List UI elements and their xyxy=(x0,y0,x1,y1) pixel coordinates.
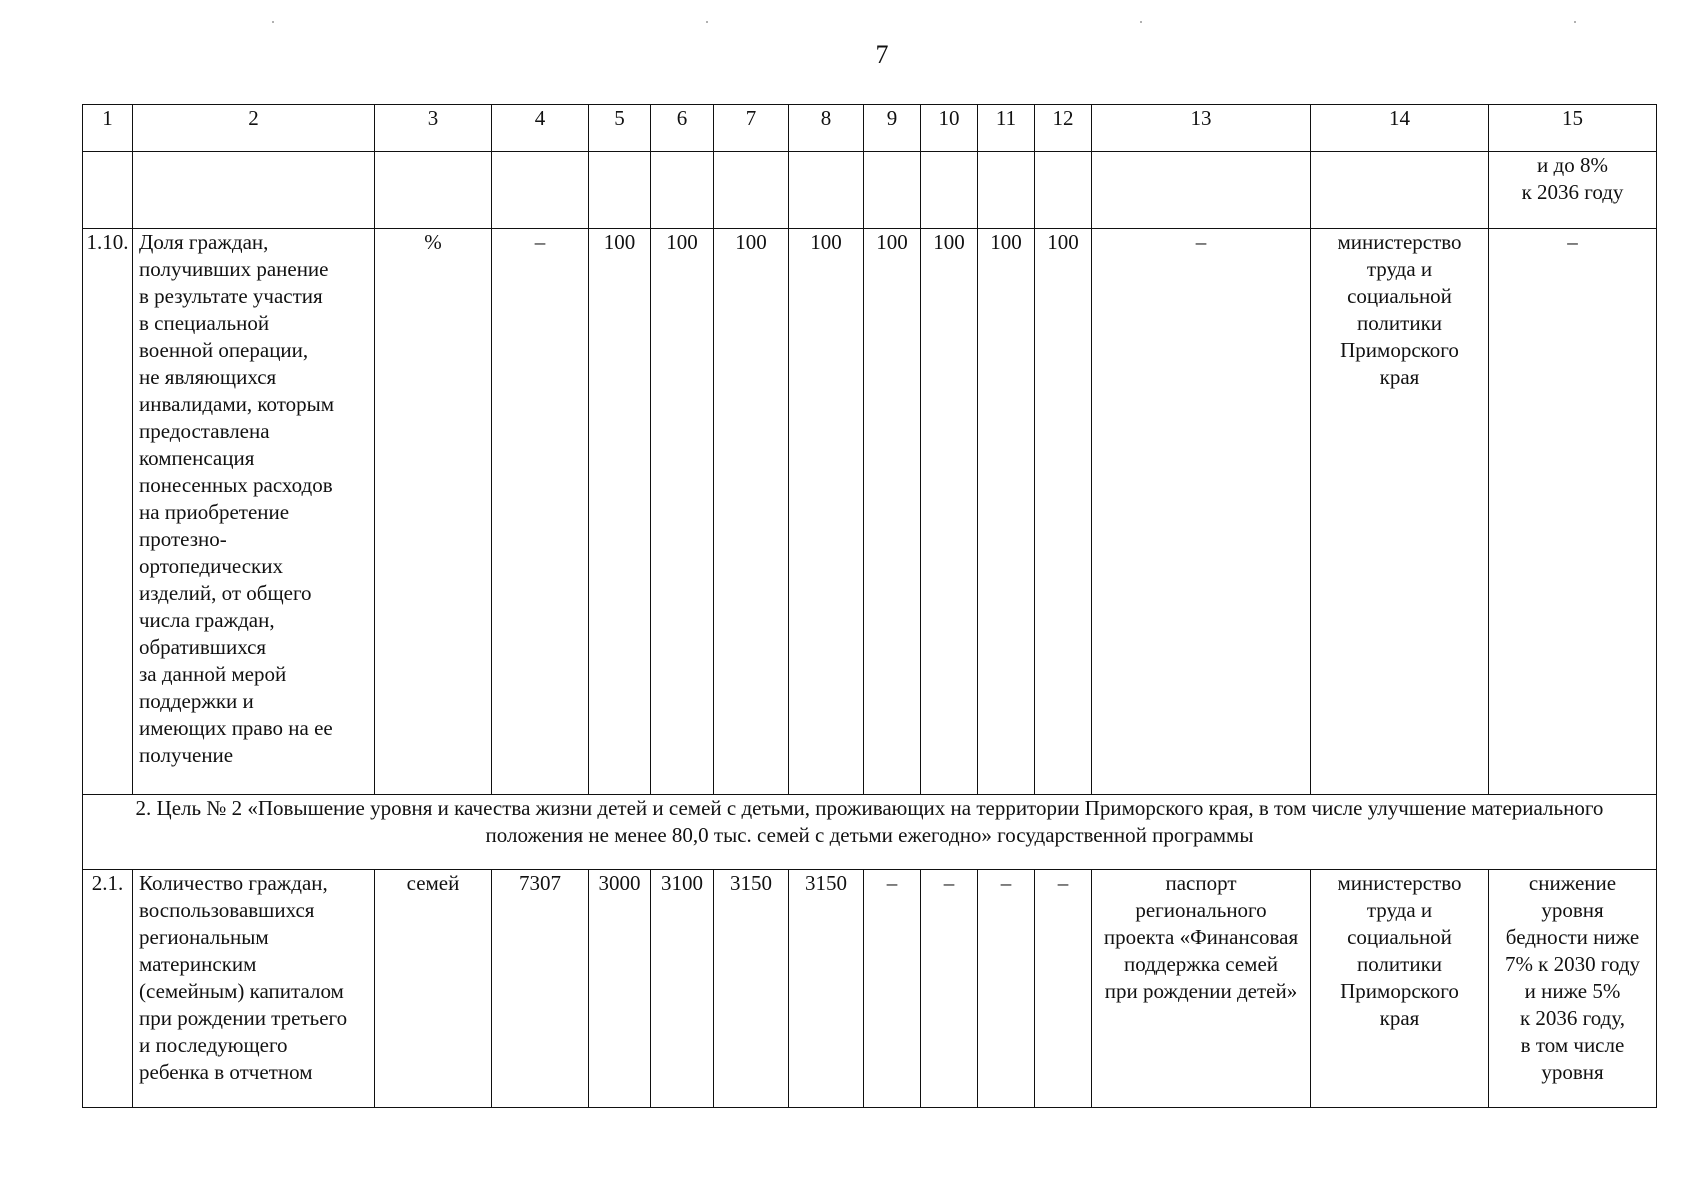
continuation-target-cell: и до 8% к 2036 году xyxy=(1489,152,1657,229)
header-cell: 10 xyxy=(921,105,978,152)
indicator-name: Доля граждан, получивших ранение в результате участия в специальной военной операции, не являющихся инвалидами, которым предоставлена компенсация понесенных расходов на приобретение протезно- ортопедических изделий, от общего числа граждан, обратившихся за данной мерой поддержки и имеющих право на ее получение xyxy=(133,229,375,794)
scan-dot xyxy=(272,21,274,23)
unit-cell: семей xyxy=(375,870,492,1108)
row-number: 1.10. xyxy=(83,229,133,794)
value-cell: – xyxy=(921,870,978,1108)
document-cell: – xyxy=(1092,229,1311,794)
base-value-cell: 7307 xyxy=(492,870,589,1108)
header-cell: 1 xyxy=(83,105,133,152)
scan-dot xyxy=(706,21,708,23)
goal-row xyxy=(83,794,1657,869)
value-cell: 100 xyxy=(1035,229,1092,794)
value-cell: – xyxy=(864,870,921,1108)
header-cell: 8 xyxy=(789,105,864,152)
header-cell: 12 xyxy=(1035,105,1092,152)
value-cell: 3100 xyxy=(651,870,714,1108)
header-cell: 11 xyxy=(978,105,1035,152)
page-number: 7 xyxy=(875,40,889,69)
value-cell: 100 xyxy=(651,229,714,794)
header-row xyxy=(83,105,1657,152)
header-cell: 6 xyxy=(651,105,714,152)
value-cell: 100 xyxy=(714,229,789,794)
header-cell: 5 xyxy=(589,105,651,152)
value-cell: 100 xyxy=(789,229,864,794)
scan-dot xyxy=(1140,21,1142,23)
header-cell: 13 xyxy=(1092,105,1311,152)
row-number: 2.1. xyxy=(83,870,133,1108)
indicators-table xyxy=(82,104,1657,1108)
base-value-cell: – xyxy=(492,229,589,794)
header-cell: 4 xyxy=(492,105,589,152)
header-cell: 7 xyxy=(714,105,789,152)
goal-text: 2. Цель № 2 «Повышение уровня и качества жизни детей и семей с детьми, проживающих на территории Приморского края, в том числе улучшение материального положения не менее 80,0 тыс. семей с детьми ежегодно» государственной программы xyxy=(83,794,1657,869)
table-row-2-1 xyxy=(83,870,1657,1108)
responsible-cell: министерство труда и социальной политики Приморского края xyxy=(1311,870,1489,1108)
scan-dot xyxy=(1574,21,1576,23)
value-cell: 100 xyxy=(921,229,978,794)
target-cell: – xyxy=(1489,229,1657,794)
target-cell: снижение уровня бедности ниже 7% к 2030 году и ниже 5% к 2036 году, в том числе уровня xyxy=(1489,870,1657,1108)
header-cell: 9 xyxy=(864,105,921,152)
value-cell: 100 xyxy=(589,229,651,794)
continuation-row xyxy=(83,152,1657,229)
header-cell: 3 xyxy=(375,105,492,152)
value-cell: 100 xyxy=(864,229,921,794)
value-cell: 3150 xyxy=(714,870,789,1108)
value-cell: 100 xyxy=(978,229,1035,794)
value-cell: 3000 xyxy=(589,870,651,1108)
value-cell: – xyxy=(978,870,1035,1108)
responsible-cell: министерство труда и социальной политики Приморского края xyxy=(1311,229,1489,794)
header-cell: 14 xyxy=(1311,105,1489,152)
value-cell: – xyxy=(1035,870,1092,1108)
value-cell: 3150 xyxy=(789,870,864,1108)
unit-cell: % xyxy=(375,229,492,794)
header-cell: 15 xyxy=(1489,105,1657,152)
document-cell: паспорт регионального проекта «Финансовая поддержка семей при рождении детей» xyxy=(1092,870,1311,1108)
indicator-name: Количество граждан, воспользовавшихся региональным материнским (семейным) капиталом при рождении третьего и последующего ребенка в отчетном xyxy=(133,870,375,1108)
header-cell: 2 xyxy=(133,105,375,152)
table-row-1-10 xyxy=(83,229,1657,794)
